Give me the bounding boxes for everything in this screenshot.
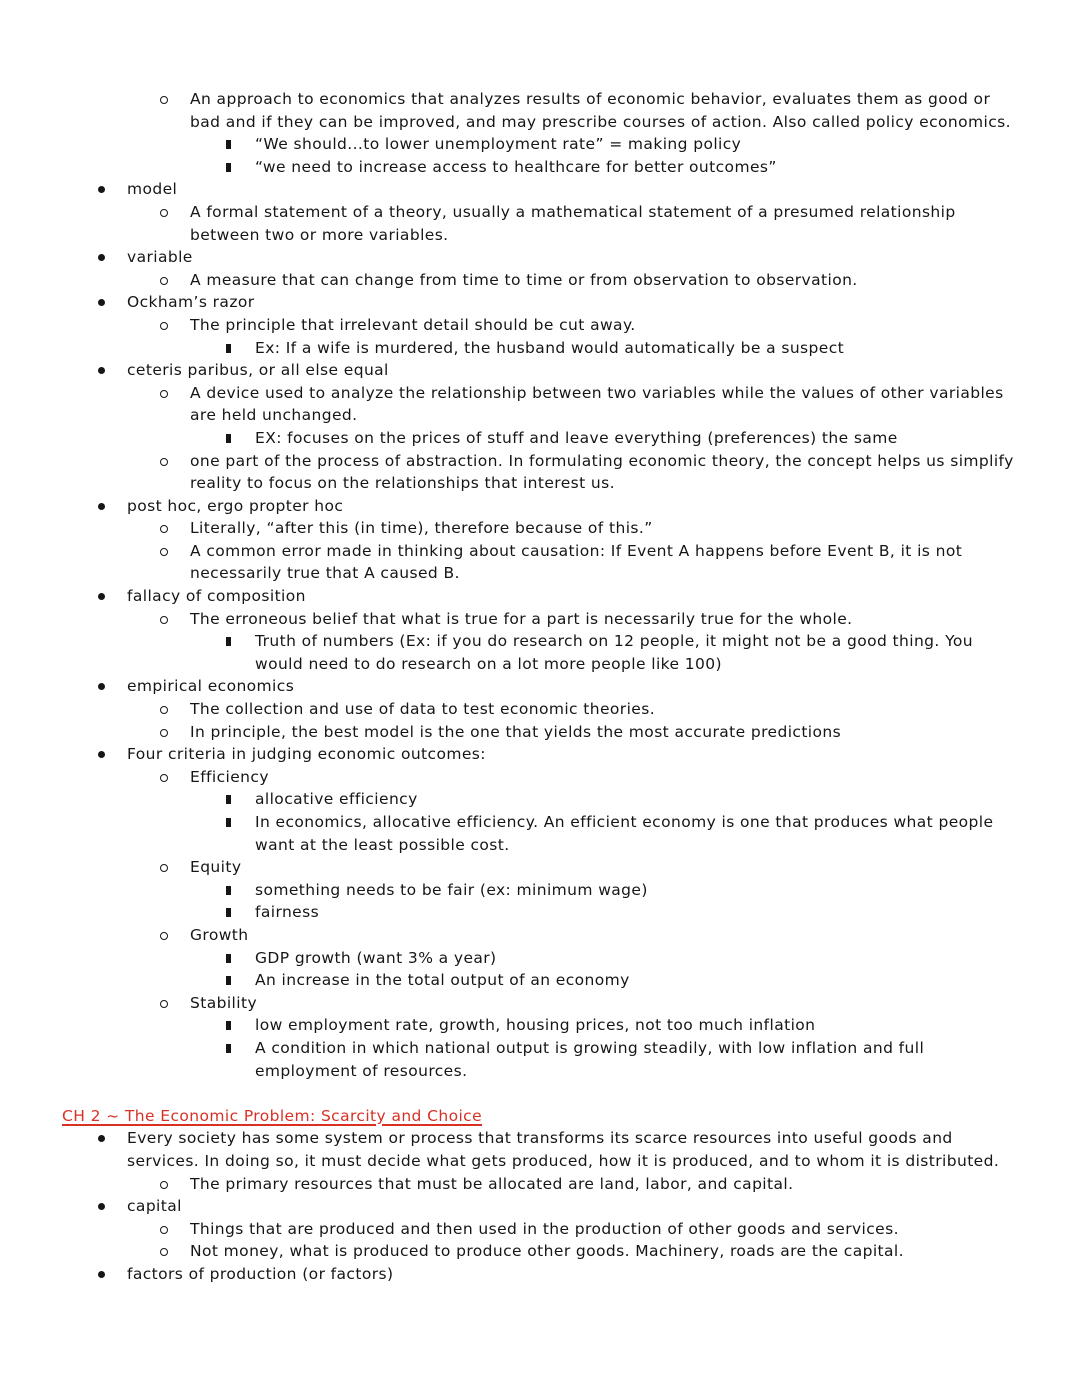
list-item — [0, 1218, 1080, 1241]
bullet-circle-icon — [160, 458, 168, 466]
bullet-square-icon — [226, 163, 231, 172]
list-item-text: An approach to economics that analyzes results of economic behavior, evaluates them as good or bad and if they can be improved, and may prescribe courses of action. Also called policy economics. — [190, 90, 1011, 131]
list-item-text: one part of the process of abstraction. In formulating economic theory, the concept helps us simplify reality to focus on the relationships that interest us. — [190, 451, 1014, 493]
list-item-text: A device used to analyze the relationship between two variables while the values of other variables are held unchanged. — [190, 383, 1004, 425]
list-item-text: GDP growth (want 3% a year) — [255, 948, 497, 967]
bullet-circle-icon — [160, 209, 168, 217]
bullet-square-icon — [226, 1044, 231, 1053]
list-item — [0, 156, 1080, 179]
list-item — [0, 992, 1080, 1015]
bullet-disc-icon — [98, 503, 105, 510]
list-item-text: The principle that irrelevant detail should be cut away. — [190, 315, 636, 334]
list-item-text: low employment rate, growth, housing prices, not too much inflation — [255, 1016, 816, 1035]
bullet-circle-icon — [160, 390, 168, 398]
bullet-disc-icon — [98, 1203, 105, 1210]
bullet-disc-icon — [98, 254, 105, 261]
list-item-text: post hoc, ergo propter hoc — [127, 496, 344, 515]
bullet-disc-icon — [98, 751, 105, 758]
bullet-circle-icon — [160, 525, 168, 533]
list-item — [0, 1127, 1080, 1172]
list-item — [0, 969, 1080, 992]
bullet-circle-icon — [160, 1226, 168, 1234]
bullet-circle-icon — [160, 1248, 168, 1256]
bullet-square-icon — [226, 795, 231, 804]
list-item — [0, 788, 1080, 811]
list-item — [0, 743, 1080, 766]
bullet-circle-icon — [160, 774, 168, 782]
list-item — [0, 766, 1080, 789]
bullet-disc-icon — [98, 299, 105, 306]
list-item — [0, 924, 1080, 947]
list-item — [0, 675, 1080, 698]
bullet-circle-icon — [160, 1000, 168, 1008]
list-item-text: An increase in the total output of an economy — [255, 971, 630, 990]
list-item-text: Growth — [190, 925, 249, 944]
list-item-text: A condition in which national output is growing steadily, with low inflation and full employment of resources. — [255, 1038, 925, 1080]
list-item-text: A measure that can change from time to time or from observation to observation. — [190, 270, 858, 289]
list-item-text: allocative efficiency — [255, 790, 418, 809]
list-item-text: In economics, allocative efficiency. An efficient economy is one that produces what people want at the least possible cost. — [255, 813, 994, 854]
bullet-disc-icon — [98, 593, 105, 600]
list-item-text: factors of production (or factors) — [127, 1264, 394, 1283]
list-item — [0, 337, 1080, 360]
bullet-disc-icon — [98, 683, 105, 690]
list-item-text: empirical economics — [127, 677, 295, 696]
list-item — [0, 585, 1080, 608]
bullet-circle-icon — [160, 277, 168, 285]
list-item-text: Efficiency — [190, 767, 269, 786]
bullet-square-icon — [226, 637, 231, 646]
bullet-disc-icon — [98, 1271, 105, 1278]
list-item — [0, 450, 1080, 495]
list-item-text: Equity — [190, 858, 242, 877]
list-item-text: something needs to be fair (ex: minimum wage) — [255, 880, 648, 899]
list-item-text: fairness — [255, 903, 320, 922]
list-item — [0, 382, 1080, 427]
list-item-text: Not money, what is produced to produce other goods. Machinery, roads are the capital. — [190, 1242, 904, 1261]
list-item-text: EX: focuses on the prices of stuff and leave everything (preferences) the same — [255, 428, 898, 447]
list-item — [0, 721, 1080, 744]
bullet-disc-icon — [98, 1135, 105, 1142]
list-item-text: model — [127, 180, 178, 199]
list-item-text: A common error made in thinking about causation: If Event A happens before Event B, it is not necessarily true that A caused B. — [190, 541, 963, 583]
bullet-square-icon — [226, 434, 231, 443]
list-item-text: In principle, the best model is the one that yields the most accurate predictions — [190, 722, 842, 741]
bullet-square-icon — [226, 344, 231, 353]
list-item — [0, 1037, 1080, 1082]
bullet-circle-icon — [160, 932, 168, 940]
list-item — [0, 608, 1080, 631]
list-item-text: A formal statement of a theory, usually a mathematical statement of a presumed relationship between two or more variables. — [190, 202, 956, 244]
list-item-text: “we need to increase access to healthcare for better outcomes” — [255, 157, 777, 176]
bullet-square-icon — [226, 140, 231, 149]
list-item — [0, 427, 1080, 450]
bullet-circle-icon — [160, 548, 168, 556]
bullet-square-icon — [226, 1021, 231, 1030]
list-item-text: variable — [127, 248, 193, 267]
bullet-square-icon — [226, 954, 231, 963]
list-item-text: Literally, “after this (in time), therefore because of this.” — [190, 519, 653, 538]
bullet-circle-icon — [160, 706, 168, 714]
list-item-text: capital — [127, 1197, 182, 1216]
bullet-circle-icon — [160, 96, 168, 104]
list-item — [0, 178, 1080, 201]
list-item — [0, 540, 1080, 585]
list-item — [0, 630, 1080, 675]
list-item-text: Every society has some system or process that transforms its scarce resources into useful goods and services. In doing so, it must decide what gets produced, how it is produced, and to whom it is distributed. — [127, 1129, 1000, 1170]
list-item — [0, 698, 1080, 721]
list-item — [0, 314, 1080, 337]
list-item — [0, 246, 1080, 269]
list-item — [0, 495, 1080, 518]
bullet-circle-icon — [160, 864, 168, 872]
list-item-text: Ex: If a wife is murdered, the husband would automatically be a suspect — [255, 338, 845, 357]
list-item — [0, 269, 1080, 292]
bullet-circle-icon — [160, 1181, 168, 1189]
list-item — [0, 811, 1080, 856]
list-item-text: fallacy of composition — [127, 587, 306, 606]
bullet-circle-icon — [160, 729, 168, 737]
list-item — [0, 901, 1080, 924]
bullet-square-icon — [226, 976, 231, 985]
list-item-text: The collection and use of data to test economic theories. — [190, 700, 656, 719]
list-item — [0, 1240, 1080, 1263]
bullet-square-icon — [226, 886, 231, 895]
list-item — [0, 88, 1080, 133]
bullet-disc-icon — [98, 367, 105, 374]
list-item — [0, 879, 1080, 902]
list-item — [0, 1263, 1080, 1286]
list-item — [0, 359, 1080, 382]
document-page — [0, 88, 1080, 1285]
list-item — [0, 1014, 1080, 1037]
list-item-text: The primary resources that must be allocated are land, labor, and capital. — [190, 1174, 794, 1193]
list-item — [0, 291, 1080, 314]
bullet-square-icon — [226, 908, 231, 917]
list-item-text: ceteris paribus, or all else equal — [127, 361, 389, 380]
list-item — [0, 1173, 1080, 1196]
list-item — [0, 947, 1080, 970]
list-item — [0, 133, 1080, 156]
bullet-circle-icon — [160, 322, 168, 330]
list-item-text: The erroneous belief that what is true for a part is necessarily true for the whole. — [190, 609, 853, 628]
list-item — [0, 517, 1080, 540]
section-heading: CH 2 ~ The Economic Problem: Scarcity and Choice — [62, 1106, 483, 1125]
list-item — [0, 1195, 1080, 1218]
list-item — [0, 856, 1080, 879]
list-item-text: Things that are produced and then used in the production of other goods and services. — [190, 1219, 899, 1238]
list-item-text: Ockham’s razor — [127, 293, 255, 312]
list-item-text: “We should...to lower unemployment rate” = making policy — [255, 135, 742, 154]
bullet-disc-icon — [98, 186, 105, 193]
list-item — [0, 201, 1080, 246]
list-item-text: Four criteria in judging economic outcomes: — [127, 745, 486, 764]
bullet-square-icon — [226, 818, 231, 827]
list-item-text: Stability — [190, 993, 258, 1012]
list-item-text: Truth of numbers (Ex: if you do research on 12 people, it might not be a good thing. You would need to do research on a lot more people like 100) — [255, 632, 973, 673]
bullet-circle-icon — [160, 616, 168, 624]
